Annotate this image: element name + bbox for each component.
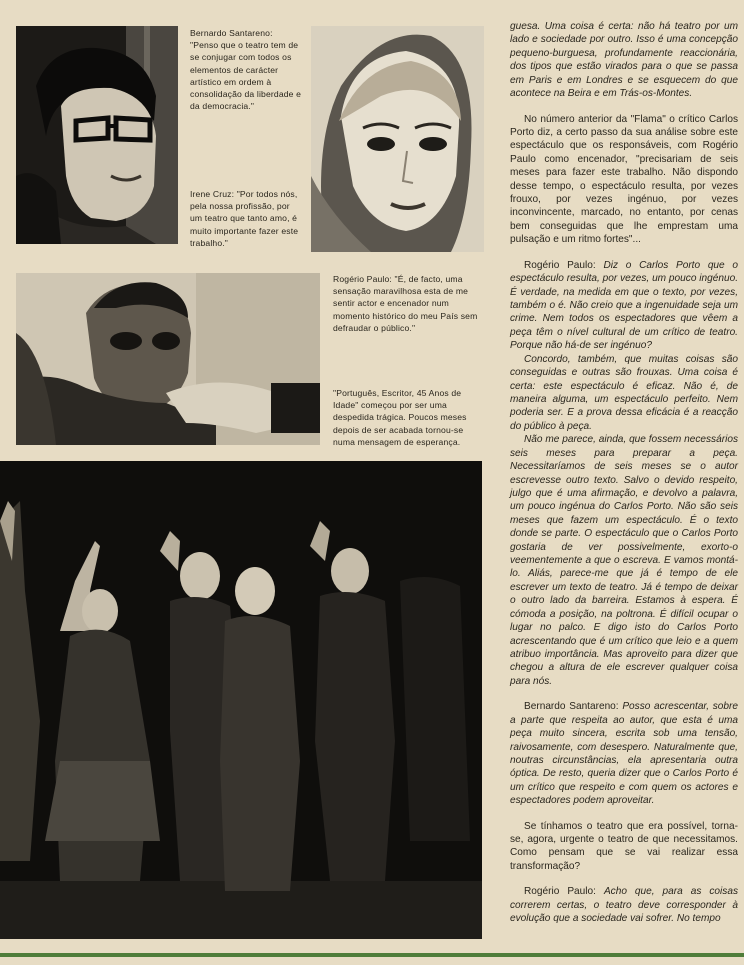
- speaker-rogerio-paulo-2: Rogério Paulo:: [524, 886, 596, 898]
- bottom-rule: [0, 953, 744, 957]
- article-paragraph-7: Se tínhamos o teatro que era possível, torna-se, agora, urgente o teatro de que necessitamos. Como pensam que se vai realizar essa transformação?: [510, 820, 738, 872]
- article-column: [510, 20, 738, 926]
- article-paragraph-6: [510, 700, 738, 807]
- speaker-bernardo-santareno: Bernardo Santareno:: [524, 701, 619, 713]
- caption-irene-cruz-text: Irene Cruz: "Por todos nós, pela nossa profissão, por um teatro que tanto amo, é muito importante fazer este trabalho.": [190, 189, 299, 248]
- article-paragraph-3: [510, 259, 738, 353]
- article-paragraph-8: [510, 885, 738, 925]
- photo-irene-cruz: [311, 26, 484, 252]
- article-paragraph-8-text: Acho que, para as coisas correrem certas, o teatro deve corresponder à evolução que a sociedade vai sofrer. No tempo: [510, 886, 738, 925]
- caption-irene-cruz: [190, 188, 302, 249]
- caption-portugues-escritor: [333, 387, 485, 448]
- article-paragraph-4-text: Concordo, também, que muitas coisas são conseguidas e outras são frouxas. Uma coisa é certa: este espectáculo é eficaz. Não é, de maneira alguma, um espectáculo perfeito. Nem poderia ser. E a prova dessa eficácia é a reacção do público à peça.: [510, 353, 738, 432]
- photo-rogerio-paulo: [16, 273, 320, 445]
- article-paragraph-3-text: Diz o Carlos Porto que o espectáculo resulta, por vezes, um pouco ingénuo. É verdade, na medida em que o texto, por vezes, também o é. Não creio que a ingenuidade seja um crime. Nem todos os espectadores que vêem a peça têm o nível cultural de um crítico de teatro. Porque não há-de ser ingénuo?: [510, 259, 738, 352]
- article-paragraph-4: [510, 353, 738, 434]
- caption-portugues-escritor-text: "Português, Escritor, 45 Anos de Idade" começou por ser uma despedida trágica. Poucos meses depois de ser acabada tornou-se numa mensagem de esperança.: [333, 388, 467, 447]
- caption-rogerio-paulo: [333, 273, 485, 334]
- caption-bernardo-santareno-text: Bernardo Santareno: "Penso que o teatro tem de se conjugar com todos os elementos de carácter artístico em ordem à consolidação da liberdade e da democracia.": [190, 28, 302, 112]
- article-paragraph-6-text: Posso acrescentar, sobre a parte que respeita ao autor, que esta é uma peça muito sincera, escrita sob uma tensão, raivosamente, com desespero. Naturalmente que, noutras circunstâncias, ela apresentaria outra óptica. De resto, queria dizer que o Carlos Porto é um crítico que respeito e com quem os actores e espectadores podem aproveitar.: [510, 701, 738, 807]
- caption-rogerio-paulo-text: Rogério Paulo: "É, de facto, uma sensação maravilhosa esta de me sentir actor e encenador num momento histórico do meu País sem defraudar o público.": [333, 274, 478, 333]
- photo-bernardo-santareno: [16, 26, 178, 244]
- photo-stage-scene: [0, 461, 482, 939]
- speaker-rogerio-paulo: Rogério Paulo:: [524, 259, 596, 271]
- article-paragraph-5-text: Não me parece, ainda, que fossem necessários seis meses para preparar a peça. Necessitaríamos de seis meses se o autor escrevesse outro texto. Salvo o devido respeito, julgo que é uma afirmação, e devolvo a palavra, um pouco ingénua do Carlos Porto. Não são seis meses que fazem um espectáculo. É o texto donde se parte. O espectáculo que o Carlos Porto gostaria de ver possivelmente, exorto-o veementemente a que o escreva. E vamos montá-lo. Aliás, parece-me que já é tempo de ele escrever um texto de teatro. Já é tempo de deixar o outro lado da barreira. Estamos à espera. É cómoda a posição, na poltrona. É difícil ocupar o lugar no palco. E digo isto do Carlos Porto acrescentando que é um crítico que leio e a quem atribuo importância. Mas aproveito para dizer que chegou a altura de ele escrever qualquer coisa para nós.: [510, 434, 738, 687]
- article-paragraph-2: No número anterior da "Flama" o crítico Carlos Porto diz, a certo passo da sua análise sobre este espectáculo que os responsáveis, com Rogério Paulo como encenador, "precisariam de seis meses para fazer este trabalho. Não dispondo desse tempo, o espectáculo resulta, por vezes frouxo, por vezes ingénuo, por vezes inconvincente, marcado, no entanto, por cenas bem conseguidas que lhe emprestam uma pulsação e um ritmo fortes"...: [510, 113, 738, 246]
- caption-bernardo-santareno: [190, 27, 302, 112]
- article-paragraph-1: [510, 20, 738, 101]
- article-paragraph-1-text: guesa. Uma coisa é certa: não há teatro por um lado e sociedade por outro. Isso é uma concepção pequeno-burguesa, profundamente reaccionária, dos tipos que estão virados para o que se passa em Paris e em Londres e se esquecem do que acontece na Beira e em Trás-os-Montes.: [510, 21, 738, 100]
- article-paragraph-5: [510, 433, 738, 688]
